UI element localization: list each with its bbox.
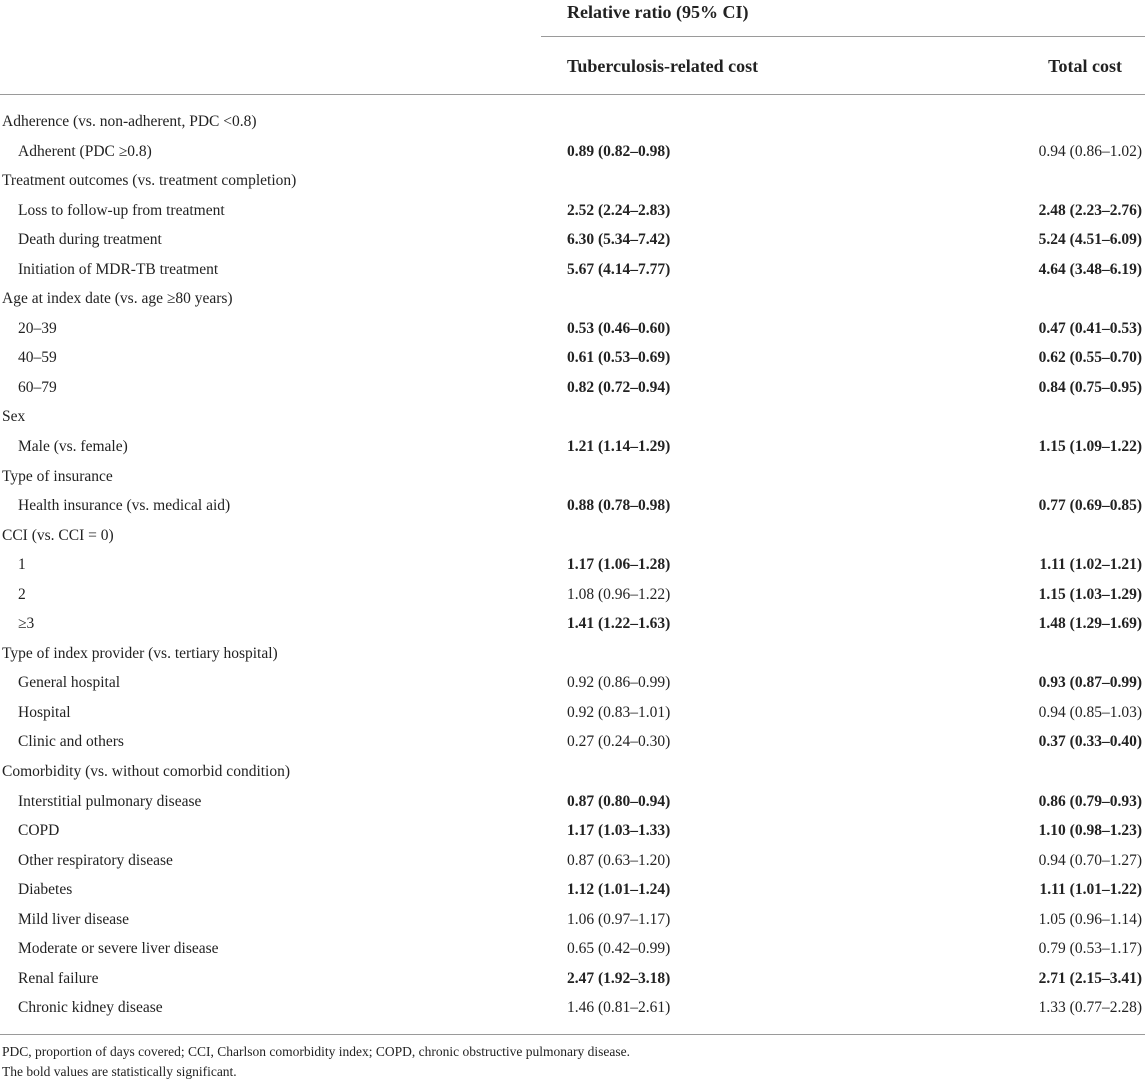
cell-total-cost: 5.24 (4.51–6.09) xyxy=(1038,231,1142,249)
cell-tb-cost: 0.61 (0.53–0.69) xyxy=(567,349,671,367)
column-group-header: Relative ratio (95% CI) xyxy=(567,2,749,22)
cell-total-cost: 0.94 (0.85–1.03) xyxy=(1038,703,1142,721)
cell-tb-cost: 1.12 (1.01–1.24) xyxy=(567,881,671,899)
row-label: Age at index date (vs. age ≥80 years) xyxy=(2,290,233,308)
row-label: 40–59 xyxy=(18,349,57,367)
table-section-row xyxy=(0,402,1145,432)
row-label: Adherent (PDC ≥0.8) xyxy=(18,142,152,160)
cell-tb-cost: 6.30 (5.34–7.42) xyxy=(567,231,671,249)
table-row xyxy=(0,993,1145,1023)
cell-total-cost: 0.93 (0.87–0.99) xyxy=(1038,674,1142,692)
table-row xyxy=(0,225,1145,255)
cell-tb-cost: 0.53 (0.46–0.60) xyxy=(567,319,671,337)
row-label: Sex xyxy=(2,408,26,426)
row-label: Death during treatment xyxy=(18,231,162,249)
cell-total-cost: 1.10 (0.98–1.23) xyxy=(1038,822,1142,840)
cell-tb-cost: 0.27 (0.24–0.30) xyxy=(567,733,671,751)
row-label: General hospital xyxy=(18,674,121,692)
row-label: Diabetes xyxy=(18,881,73,899)
cell-total-cost: 1.11 (1.02–1.21) xyxy=(1039,556,1142,574)
cell-tb-cost: 0.88 (0.78–0.98) xyxy=(567,497,671,515)
cell-total-cost: 2.71 (2.15–3.41) xyxy=(1038,969,1142,987)
table-row xyxy=(0,668,1145,698)
cell-tb-cost: 2.47 (1.92–3.18) xyxy=(567,969,671,987)
header-bottom-rule xyxy=(0,94,1145,95)
cell-total-cost: 0.77 (0.69–0.85) xyxy=(1038,497,1142,515)
table-row xyxy=(0,343,1145,373)
cell-total-cost: 2.48 (2.23–2.76) xyxy=(1038,201,1142,219)
table-row xyxy=(0,432,1145,462)
row-label: Male (vs. female) xyxy=(18,438,128,456)
cell-total-cost: 4.64 (3.48–6.19) xyxy=(1038,260,1142,278)
cell-total-cost: 1.15 (1.03–1.29) xyxy=(1038,585,1142,603)
row-label: Initiation of MDR-TB treatment xyxy=(18,260,219,278)
table-row xyxy=(0,787,1145,817)
table-row xyxy=(0,816,1145,846)
table-section-row xyxy=(0,521,1145,551)
row-label: COPD xyxy=(18,822,60,840)
row-label: 2 xyxy=(18,585,26,603)
row-label: Moderate or severe liver disease xyxy=(18,940,219,958)
cell-total-cost: 0.86 (0.79–0.93) xyxy=(1038,792,1142,810)
cell-total-cost: 1.15 (1.09–1.22) xyxy=(1038,438,1142,456)
cell-tb-cost: 1.08 (0.96–1.22) xyxy=(567,585,671,603)
table-row xyxy=(0,580,1145,610)
table-row xyxy=(0,314,1145,344)
table-row xyxy=(0,964,1145,994)
cell-tb-cost: 0.87 (0.80–0.94) xyxy=(567,792,671,810)
row-label: Adherence (vs. non-adherent, PDC <0.8) xyxy=(2,113,257,130)
cell-total-cost: 0.94 (0.86–1.02) xyxy=(1038,142,1142,160)
table-section-row xyxy=(0,166,1145,196)
footnote-abbreviations: PDC, proportion of days covered; CCI, Charlson comorbidity index; COPD, chronic obstructive pulmonary disease. xyxy=(2,1044,631,1059)
cell-total-cost: 0.47 (0.41–0.53) xyxy=(1038,319,1142,337)
table-row xyxy=(0,255,1145,285)
table-section-row xyxy=(0,284,1145,314)
row-label: Renal failure xyxy=(18,969,99,987)
cell-tb-cost: 2.52 (2.24–2.83) xyxy=(567,201,671,219)
cell-total-cost: 1.11 (1.01–1.22) xyxy=(1039,881,1142,899)
cell-tb-cost: 0.65 (0.42–0.99) xyxy=(567,940,671,958)
cell-tb-cost: 0.82 (0.72–0.94) xyxy=(567,378,671,396)
row-label: 60–79 xyxy=(18,378,57,396)
cell-total-cost: 0.84 (0.75–0.95) xyxy=(1038,378,1142,396)
row-label: ≥3 xyxy=(18,615,35,633)
column-header-tb-cost: Tuberculosis-related cost xyxy=(567,56,759,76)
table-row xyxy=(0,727,1145,757)
row-label: Mild liver disease xyxy=(18,910,130,928)
cell-tb-cost: 0.89 (0.82–0.98) xyxy=(567,142,671,160)
table-row xyxy=(0,609,1145,639)
row-label: Health insurance (vs. medical aid) xyxy=(18,497,231,515)
table-row xyxy=(0,698,1145,728)
column-header-total-cost: Total cost xyxy=(1048,56,1122,76)
table-row xyxy=(0,934,1145,964)
cell-total-cost: 0.37 (0.33–0.40) xyxy=(1038,733,1142,751)
table-row xyxy=(0,846,1145,876)
header-divider xyxy=(541,36,1145,37)
row-label: Other respiratory disease xyxy=(18,851,173,869)
cell-total-cost: 1.48 (1.29–1.69) xyxy=(1038,615,1142,633)
row-label: CCI (vs. CCI = 0) xyxy=(2,526,114,544)
row-label: Comorbidity (vs. without comorbid condition) xyxy=(2,763,291,781)
cell-total-cost: 0.62 (0.55–0.70) xyxy=(1038,349,1142,367)
table-section-row xyxy=(0,107,1145,137)
cell-total-cost: 0.94 (0.70–1.27) xyxy=(1038,851,1142,869)
table-section-row xyxy=(0,757,1145,787)
row-label: Treatment outcomes (vs. treatment completion) xyxy=(2,172,297,190)
cell-tb-cost: 1.17 (1.06–1.28) xyxy=(567,556,671,574)
cell-tb-cost: 1.46 (0.81–2.61) xyxy=(567,999,671,1017)
row-label: Interstitial pulmonary disease xyxy=(18,792,202,810)
table-section-row xyxy=(0,462,1145,492)
table-row xyxy=(0,373,1145,403)
cell-tb-cost: 1.21 (1.14–1.29) xyxy=(567,438,671,456)
cell-tb-cost: 0.92 (0.83–1.01) xyxy=(567,703,671,721)
table-row xyxy=(0,550,1145,580)
cell-tb-cost: 5.67 (4.14–7.77) xyxy=(567,260,671,278)
table-row xyxy=(0,905,1145,935)
row-label: Type of index provider (vs. tertiary hospital) xyxy=(2,644,278,662)
row-label: Loss to follow-up from treatment xyxy=(18,201,225,219)
row-label: 20–39 xyxy=(18,319,57,337)
footnote-bold-note: The bold values are statistically significant. xyxy=(2,1064,237,1079)
table-body xyxy=(0,107,1145,1023)
row-label: Chronic kidney disease xyxy=(18,999,163,1017)
row-label: Hospital xyxy=(18,703,71,721)
table-row xyxy=(0,196,1145,226)
table-row xyxy=(0,875,1145,905)
table-bottom-rule xyxy=(0,1034,1145,1035)
table-row xyxy=(0,137,1145,167)
row-label: 1 xyxy=(18,556,26,574)
row-label: Type of insurance xyxy=(2,467,113,485)
row-label: Clinic and others xyxy=(18,733,124,751)
cell-tb-cost: 1.41 (1.22–1.63) xyxy=(567,615,671,633)
table-row xyxy=(0,491,1145,521)
cell-tb-cost: 1.17 (1.03–1.33) xyxy=(567,822,671,840)
cell-tb-cost: 1.06 (0.97–1.17) xyxy=(567,910,671,928)
cell-tb-cost: 0.87 (0.63–1.20) xyxy=(567,851,671,869)
cell-total-cost: 1.05 (0.96–1.14) xyxy=(1038,910,1142,928)
cell-total-cost: 1.33 (0.77–2.28) xyxy=(1038,999,1142,1017)
cell-tb-cost: 0.92 (0.86–0.99) xyxy=(567,674,671,692)
table-section-row xyxy=(0,639,1145,669)
cell-total-cost: 0.79 (0.53–1.17) xyxy=(1038,940,1142,958)
